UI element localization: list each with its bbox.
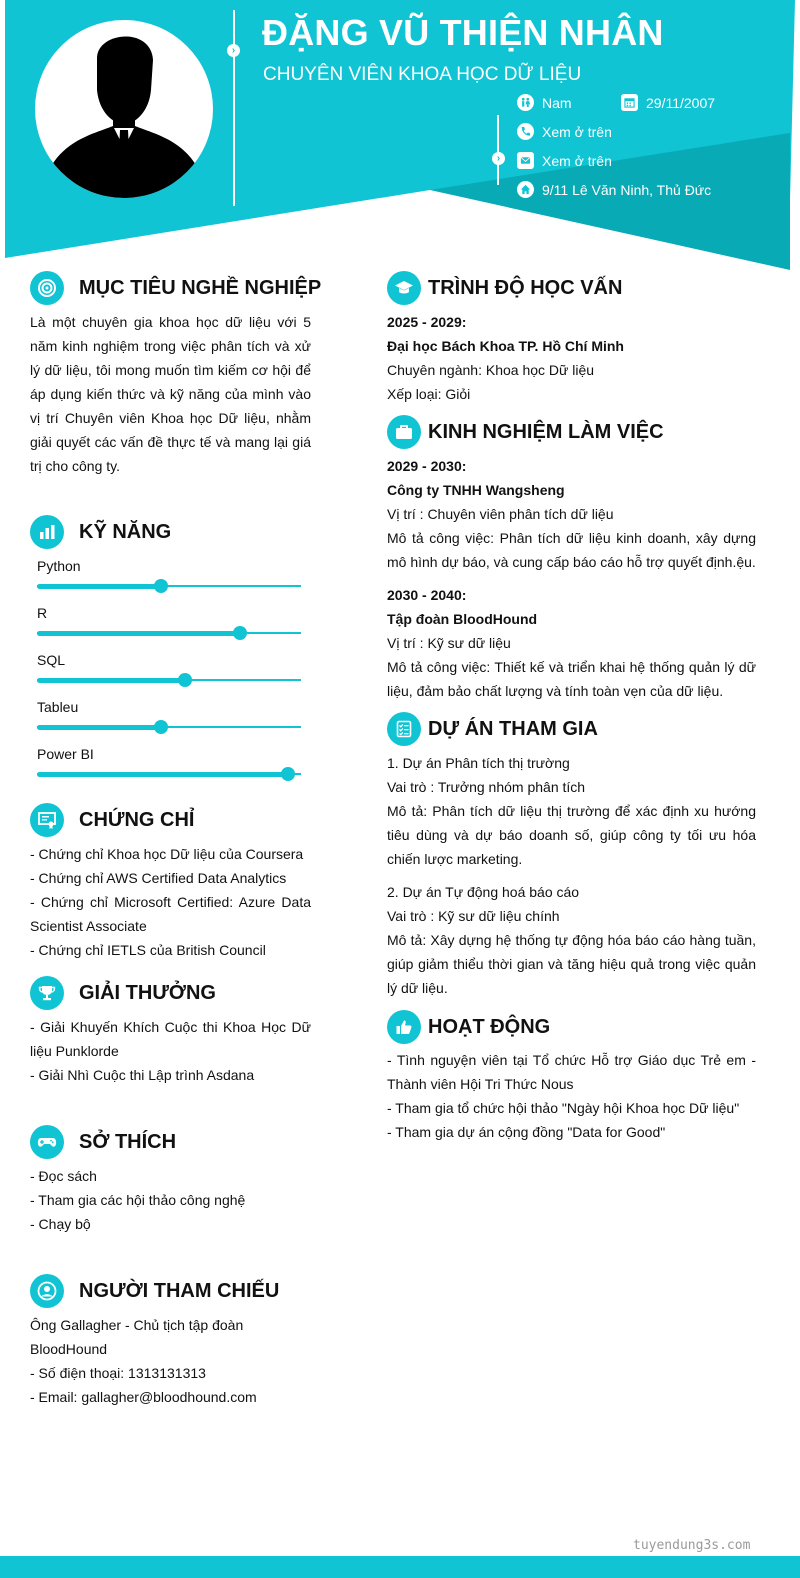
education-major: Chuyên ngành: Khoa học Dữ liệu — [387, 362, 595, 378]
skill-level-fill — [37, 772, 288, 777]
user-icon — [30, 1274, 64, 1308]
projects-title: DỰ ÁN THAM GIA — [428, 717, 598, 740]
objective-header — [30, 271, 321, 305]
skill-label: R — [37, 605, 48, 621]
skill-level-knob — [154, 720, 168, 734]
skill-level-fill — [37, 631, 240, 636]
gamepad-icon — [30, 1125, 64, 1159]
contact-divider — [497, 115, 499, 185]
list-item: - Giải Nhì Cuộc thi Lập trình Asdana — [30, 1067, 255, 1083]
gender-icon — [517, 94, 534, 111]
certificates-header — [30, 803, 194, 837]
reference-person: Ông Gallagher - Chủ tịch tập đoàn BloodHound — [30, 1317, 244, 1357]
reference-email: - Email: gallagher@bloodhound.com — [30, 1389, 257, 1405]
list-item: - Chứng chỉ AWS Certified Data Analytics — [30, 870, 287, 886]
birthday-value: 29/11/2007 — [646, 94, 716, 111]
experience-header — [387, 415, 664, 449]
experience-job — [387, 583, 756, 703]
education-period: 2025 - 2029: — [387, 314, 467, 330]
phone-item — [517, 123, 612, 140]
home-icon — [517, 181, 534, 198]
references-text — [30, 1313, 260, 1409]
reference-phone: - Số điện thoại: 1313131313 — [30, 1365, 206, 1381]
certificates-title: CHỨNG CHỈ — [79, 808, 195, 831]
skill-label: Power BI — [37, 746, 94, 762]
job-title: CHUYÊN VIÊN KHOA HỌC DỮ LIỆU — [263, 64, 582, 85]
list-item: - Tình nguyện viên tại Tổ chức Hỗ trợ Giáo dục Trẻ em - Thành viên Hội Tri Thức Nous — [387, 1052, 756, 1092]
hobbies-header — [30, 1125, 176, 1159]
avatar — [35, 20, 213, 198]
education-grade: Xếp loại: Giỏi — [387, 386, 471, 402]
list-item: - Giải Khuyến Khích Cuộc thi Khoa Học Dữ liệu Punklorde — [30, 1019, 311, 1059]
list-item: - Chứng chỉ IETLS của British Council — [30, 942, 266, 958]
trophy-icon — [30, 976, 64, 1010]
certificate-icon — [30, 803, 64, 837]
skill-level-fill — [37, 584, 161, 589]
project-description: Mô tả: Xây dựng hệ thống tự động hóa báo cáo hàng tuần, giúp giảm thiểu thời gian và tăng hiệu quả trong việc quản lý dữ liệu. — [387, 932, 756, 996]
address-value: 9/11 Lê Văn Ninh, Thủ Đức — [542, 181, 712, 198]
activities-list — [387, 1048, 756, 1144]
skill-level-knob — [154, 579, 168, 593]
skill-level-knob — [178, 673, 192, 687]
skill-label: Tableu — [37, 699, 79, 715]
thumbs-up-icon — [387, 1010, 421, 1044]
skill-label: Python — [37, 558, 81, 574]
skill-level-fill — [37, 678, 185, 683]
list-item: - Tham gia tổ chức hội thảo "Ngày hội Khoa học Dữ liệu" — [387, 1100, 740, 1116]
calendar-icon — [621, 94, 638, 111]
job-position: Vị trí : Chuyên viên phân tích dữ liệu — [387, 506, 614, 522]
candidate-name: ĐẶNG VŨ THIỆN NHÂN — [262, 12, 664, 53]
job-period: 2029 - 2030: — [387, 458, 467, 474]
job-company: Công ty TNHH Wangsheng — [387, 482, 565, 498]
awards-list — [30, 1015, 311, 1087]
list-item: - Chứng chỉ Microsoft Certified: Azure Data Scientist Associate — [30, 894, 311, 934]
projects-header — [387, 712, 598, 746]
project-role: Vai trò : Trưởng nhóm phân tích — [387, 779, 586, 795]
job-period: 2030 - 2040: — [387, 587, 467, 603]
skill-level-knob — [233, 626, 247, 640]
experience-job — [387, 454, 756, 574]
project-role: Vai trò : Kỹ sư dữ liệu chính — [387, 908, 560, 924]
person-silhouette-icon — [35, 20, 213, 198]
watermark: tuyendung3s.com — [633, 1538, 751, 1553]
skill-level-knob — [281, 767, 295, 781]
email-item — [517, 152, 612, 169]
project-item — [387, 880, 756, 1000]
project-item — [387, 751, 756, 871]
certificates-list — [30, 842, 311, 962]
project-description: Mô tả: Phân tích dữ liệu thị trường để xác định xu hướng tiêu dùng và dự báo doanh số, giúp công ty tối ưu hóa chiến lược marketing. — [387, 803, 756, 867]
hobbies-title: SỞ THÍCH — [79, 1130, 177, 1153]
hobbies-list — [30, 1164, 311, 1236]
education-header — [387, 271, 622, 305]
awards-header — [30, 976, 216, 1010]
list-item: - Chạy bộ — [30, 1216, 91, 1232]
references-title: NGƯỜI THAM CHIẾU — [79, 1279, 280, 1302]
gender-item — [517, 94, 572, 111]
birthday-item — [621, 94, 715, 111]
project-name: 2. Dự án Tự động hoá báo cáo — [387, 884, 580, 900]
chevron-right-icon: › — [492, 152, 505, 165]
job-description: Mô tả công việc: Thiết kế và triển khai hệ thống quản lý dữ liệu, đảm bảo chất lượng và tính toàn vẹn của dữ liệu. — [387, 659, 756, 699]
job-position: Vị trí : Kỹ sư dữ liệu — [387, 635, 511, 651]
skills-header — [30, 515, 171, 549]
list-item: - Đọc sách — [30, 1168, 97, 1184]
checklist-icon — [387, 712, 421, 746]
bar-chart-icon — [30, 515, 64, 549]
footer-bar — [0, 1556, 800, 1578]
objective-title: MỤC TIÊU NGHỀ NGHIỆP — [79, 276, 322, 299]
phone-icon — [517, 123, 534, 140]
job-description: Mô tả công việc: Phân tích dữ liệu kinh doanh, xây dựng mô hình dự báo, và cung cấp báo cáo hỗ trợ quyết định.ệu. — [387, 530, 756, 570]
list-item: - Chứng chỉ Khoa học Dữ liệu của Coursera — [30, 846, 304, 862]
chevron-right-icon: › — [227, 44, 240, 57]
skill-level-fill — [37, 725, 161, 730]
project-name: 1. Dự án Phân tích thị trường — [387, 755, 570, 771]
experience-title: KINH NGHIỆM LÀM VIỆC — [428, 420, 664, 443]
job-company: Tập đoàn BloodHound — [387, 611, 538, 627]
list-item: - Tham gia dự án cộng đồng "Data for Good" — [387, 1124, 666, 1140]
list-item: - Tham gia các hội thảo công nghệ — [30, 1192, 246, 1208]
envelope-icon — [517, 152, 534, 169]
activities-title: HOẠT ĐỘNG — [428, 1015, 551, 1038]
skill-label: SQL — [37, 652, 66, 668]
phone-value: Xem ở trên — [542, 123, 612, 140]
activities-header — [387, 1010, 550, 1044]
awards-title: GIẢI THƯỞNG — [79, 981, 216, 1004]
email-value: Xem ở trên — [542, 152, 612, 169]
education-details — [387, 310, 757, 406]
objective-text: Là một chuyên gia khoa học dữ liệu với 5 năm kinh nghiệm trong việc phân tích và xử lý dữ liệu, tôi mong muốn tìm kiếm cơ hội để áp dụng kiến thức và kỹ năng của mình vào vị trí Chuyên viên Khoa học Dữ liệu, nhằm giải quyết các vấn đề thực tế và mang lại giá trị cho công ty. — [30, 314, 311, 474]
gender-value: Nam — [542, 94, 572, 111]
references-header — [30, 1274, 279, 1308]
skills-title: KỸ NĂNG — [79, 520, 172, 543]
graduation-cap-icon — [387, 271, 421, 305]
education-school: Đại học Bách Khoa TP. Hồ Chí Minh — [387, 338, 624, 354]
address-item — [517, 181, 711, 198]
header-divider — [233, 10, 235, 206]
target-icon — [30, 271, 64, 305]
briefcase-icon — [387, 415, 421, 449]
education-title: TRÌNH ĐỘ HỌC VẤN — [428, 276, 623, 299]
